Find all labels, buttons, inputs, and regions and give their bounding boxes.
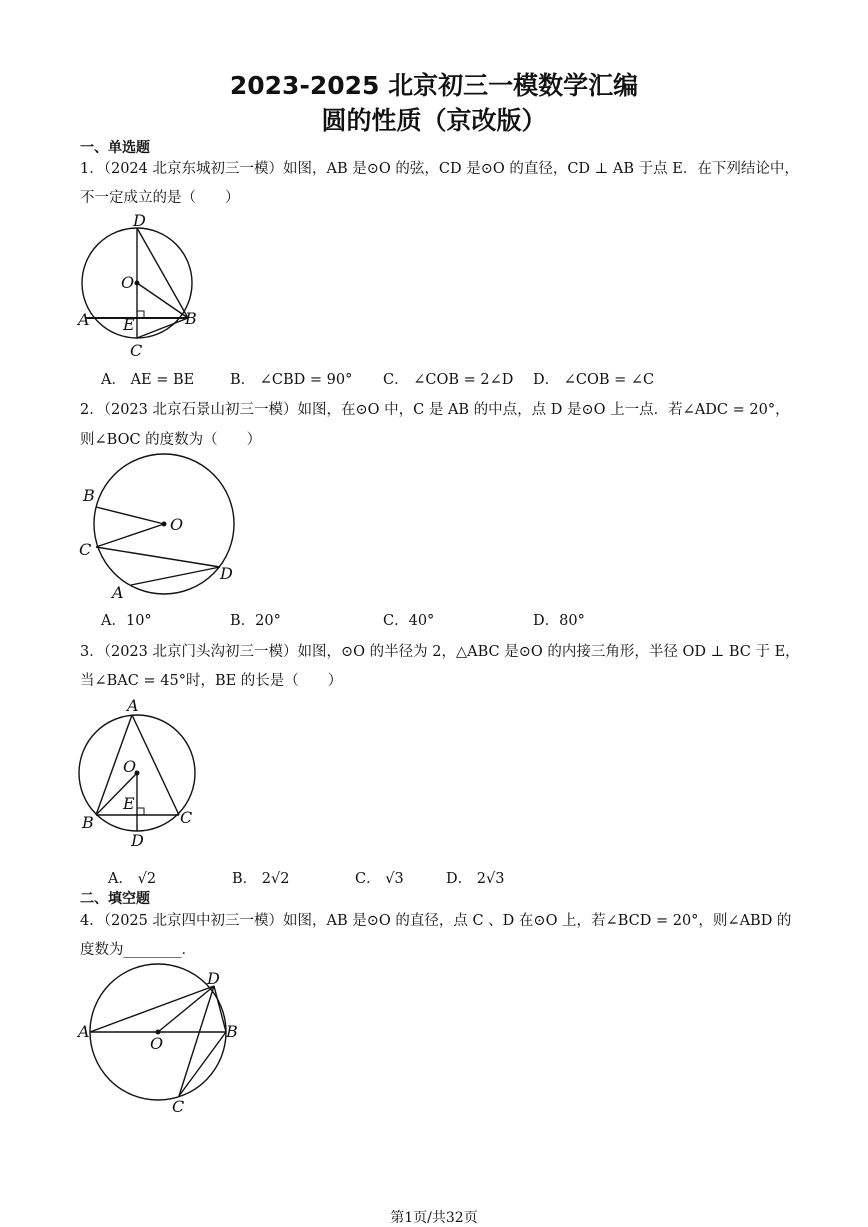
q4-label-a: A bbox=[78, 1022, 90, 1041]
question-2-line-2: 则∠BOC 的度数为（ ） bbox=[80, 432, 262, 448]
document-subtitle: 圆的性质（京改版） bbox=[321, 106, 547, 135]
q3-label-a: A bbox=[127, 696, 139, 715]
q1-label-d: D bbox=[133, 211, 146, 230]
q2-label-o: O bbox=[170, 515, 184, 534]
q1-label-b: B bbox=[185, 309, 197, 328]
question-3-line-1: 3．（2023 北京门头沟初三一模）如图，⊙O 的半径为 2，△ABC 是⊙O 的内接三角形，半径 OD ⊥ BC 于 E， bbox=[80, 644, 800, 660]
section-heading-fill-blank: 二、填空题 bbox=[80, 891, 150, 907]
q2-label-a: A bbox=[112, 583, 124, 602]
document-title: 2023-2025 北京初三一模数学汇编 bbox=[229, 71, 639, 100]
question-2-option-b: B．20° bbox=[230, 613, 281, 629]
question-4-figure bbox=[76, 962, 246, 1117]
q2-label-c: C bbox=[79, 540, 92, 559]
question-1-option-b: B． ∠CBD = 90° bbox=[230, 372, 353, 388]
q4-label-d: D bbox=[207, 969, 220, 988]
question-1-option-a: A． AE = BE bbox=[101, 372, 195, 388]
question-3-line-2: 当∠BAC = 45°时，BE 的长是（ ） bbox=[80, 673, 343, 689]
section-heading-single-choice: 一、单选题 bbox=[80, 140, 150, 156]
question-2-option-d: D．80° bbox=[533, 613, 585, 629]
q4-label-c: C bbox=[172, 1097, 185, 1116]
question-4-line-1: 4．（2025 北京四中初三一模）如图，AB 是⊙O 的直径，点 C 、D 在⊙O 上，若∠BCD = 20°，则∠ABD 的 bbox=[80, 913, 792, 929]
q3-label-e: E bbox=[123, 794, 135, 813]
question-3-option-c: C． √3 bbox=[355, 871, 404, 887]
question-2-option-c: C．40° bbox=[383, 613, 435, 629]
question-3-figure bbox=[76, 694, 206, 854]
question-2-figure bbox=[76, 452, 246, 602]
question-4-line-2: 度数为________． bbox=[80, 942, 196, 958]
q3-label-b: B bbox=[82, 813, 94, 832]
q2-label-b: B bbox=[83, 486, 95, 505]
question-1-option-c: C． ∠COB = 2∠D bbox=[383, 372, 514, 388]
question-2-option-a: A．10° bbox=[101, 613, 152, 629]
q3-label-c: C bbox=[180, 808, 193, 827]
question-1-line-1: 1．（2024 北京东城初三一模）如图，AB 是⊙O 的弦，CD 是⊙O 的直径，CD ⊥ AB 于点 E．在下列结论中， bbox=[80, 161, 799, 177]
q1-label-o: O bbox=[121, 273, 135, 292]
question-2-line-1: 2．（2023 北京石景山初三一模）如图，在⊙O 中，C 是 AB 的中点，点 D 是⊙O 上一点．若∠ADC = 20°， bbox=[80, 402, 790, 418]
q3-label-d: D bbox=[131, 831, 144, 850]
question-3-option-d: D． 2√3 bbox=[446, 871, 505, 887]
question-1-option-d: D． ∠COB = ∠C bbox=[533, 372, 655, 388]
q1-label-e: E bbox=[123, 315, 135, 334]
q3-label-o: O bbox=[123, 757, 137, 776]
question-3-option-b: B． 2√2 bbox=[232, 871, 290, 887]
question-1-figure bbox=[76, 210, 206, 360]
q1-label-a: A bbox=[78, 310, 90, 329]
question-1-line-2: 不一定成立的是（ ） bbox=[80, 190, 240, 206]
question-3-option-a: A． √2 bbox=[108, 871, 157, 887]
q1-label-c: C bbox=[130, 341, 143, 360]
q4-label-o: O bbox=[150, 1034, 164, 1053]
page-number: 第1页/共32页 bbox=[390, 1210, 478, 1226]
q4-label-b: B bbox=[226, 1022, 238, 1041]
q2-label-d: D bbox=[220, 564, 233, 583]
